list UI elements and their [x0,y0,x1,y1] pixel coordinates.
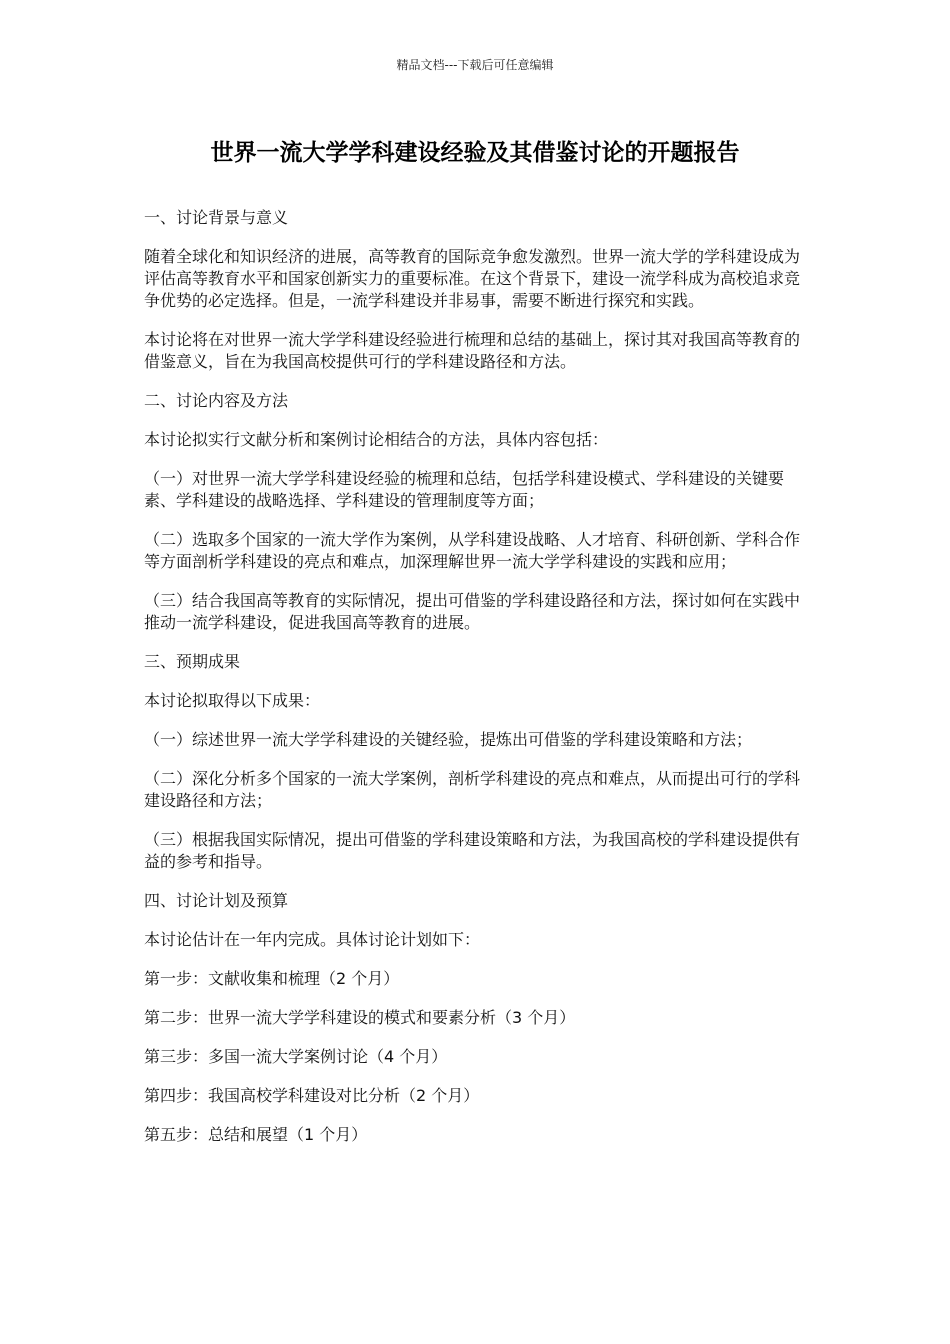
paragraph-plan-intro: 本讨论估计在一年内完成。具体讨论计划如下： [144,930,481,949]
paragraph-methods-intro: 本讨论拟实行文献分析和案例讨论相结合的方法，具体内容包括： [144,430,609,449]
list-item-results-1: （一）综述世界一流大学学科建设的关键经验，提炼出可借鉴的学科建设策略和方法； [144,730,753,749]
plan-step-1: 第一步：文献收集和梳理（2 个月） [144,969,400,988]
plan-step-4: 第四步：我国高校学科建设对比分析（2 个月） [144,1086,480,1105]
list-item-methods-1: （一）对世界一流大学学科建设经验的梳理和总结，包括学科建设模式、学科建设的关键要素、学科建设的战略选择、学科建设的管理制度等方面； [144,469,785,510]
header-note: 精品文档---下载后可任意编辑 [396,58,554,72]
paragraph-background-1: 随着全球化和知识经济的进展，高等教育的国际竞争愈发激烈。世界一流大学的学科建设成为评估高等教育水平和国家创新实力的重要标准。在这个背景下，建设一流学科成为高校追求竞争优势的必定选择。但是，一流学科建设并非易事，需要不断进行探究和实践。 [144,247,801,310]
plan-step-3: 第三步：多国一流大学案例讨论（4 个月） [144,1047,448,1066]
section-heading-plan-budget: 四、讨论计划及预算 [144,891,289,910]
list-item-methods-2: （二）选取多个国家的一流大学作为案例，从学科建设战略、人才培育、科研创新、学科合作等方面剖析学科建设的亮点和难点，加深理解世界一流大学学科建设的实践和应用； [144,530,801,571]
document-title: 世界一流大学学科建设经验及其借鉴讨论的开题报告 [210,140,740,166]
section-heading-background: 一、讨论背景与意义 [144,208,289,227]
list-item-results-3: （三）根据我国实际情况，提出可借鉴的学科建设策略和方法，为我国高校的学科建设提供有益的参考和指导。 [144,830,801,871]
document-body [144,207,804,1163]
list-item-results-2: （二）深化分析多个国家的一流大学案例，剖析学科建设的亮点和难点，从而提出可行的学科建设路径和方法； [144,769,801,810]
list-item-methods-3: （三）结合我国高等教育的实际情况，提出可借鉴的学科建设路径和方法，探讨如何在实践中推动一流学科建设，促进我国高等教育的进展。 [144,591,801,632]
plan-step-5: 第五步：总结和展望（1 个月） [144,1125,368,1144]
section-heading-expected-results: 三、预期成果 [144,652,241,671]
section-heading-content-methods: 二、讨论内容及方法 [144,391,289,410]
plan-step-2: 第二步：世界一流大学学科建设的模式和要素分析（3 个月） [144,1008,576,1027]
paragraph-results-intro: 本讨论拟取得以下成果： [144,691,321,710]
paragraph-background-2: 本讨论将在对世界一流大学学科建设经验进行梳理和总结的基础上，探讨其对我国高等教育的借鉴意义，旨在为我国高校提供可行的学科建设路径和方法。 [144,330,801,371]
